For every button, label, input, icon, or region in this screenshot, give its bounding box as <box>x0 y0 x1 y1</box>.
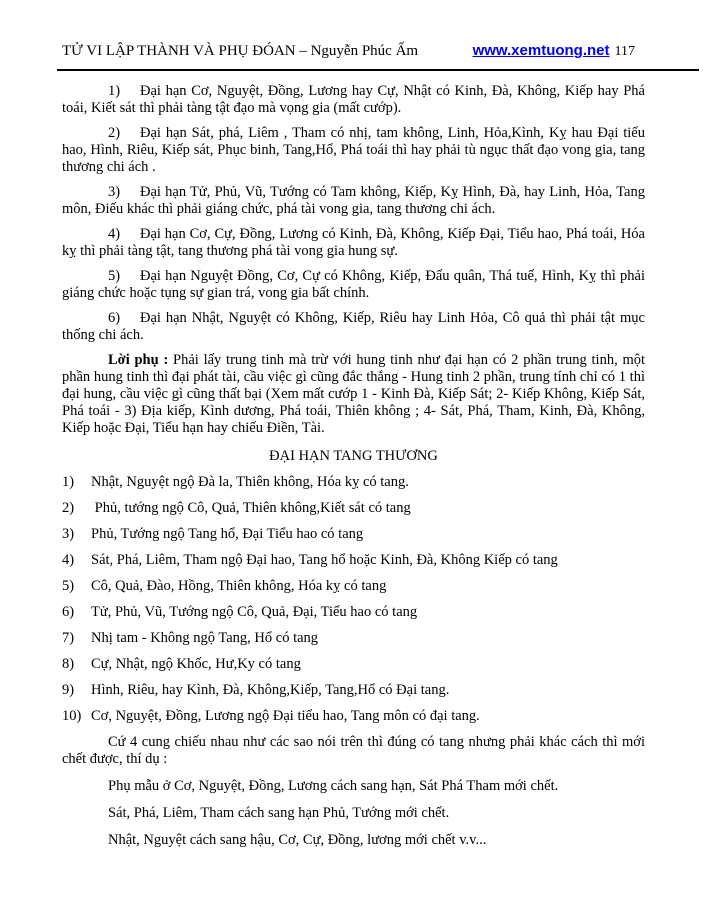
item-number: 6) <box>62 604 75 620</box>
item-number: 4) <box>108 226 121 242</box>
item-text: Đại hạn Cơ, Cự, Đồng, Lương có Kinh, Đà, Không, Kiếp Đại, Tiểu hao, Phá toái, Hóa kỵ thì phải tàng tật, tang thương phá tài vong gia hung sự. <box>62 226 645 259</box>
book-title: TỬ VI LẬP THÀNH VÀ PHỤ ĐÓAN – Nguyễn Phúc Ấm <box>62 43 419 59</box>
page-content <box>0 71 705 849</box>
item-number: 6) <box>108 310 121 326</box>
list-item <box>62 708 645 725</box>
list-item <box>62 630 645 647</box>
item-text: Hình, Riêu, hay Kình, Đà, Không,Kiếp, Tang,Hổ có Đại tang. <box>91 682 450 698</box>
item-text: Đại hạn Tử, Phủ, Vũ, Tướng có Tam không, Kiếp, Kỵ Hình, Đà, hay Linh, Hỏa, Tang môn, Điếu khác thì phải giáng chức, phá tài vong gia, tang thương chi ách. <box>62 184 645 217</box>
item-text: Phủ, tướng ngộ Cô, Quả, Thiên không,Kiết sát có tang <box>91 500 411 516</box>
item-text: Cô, Quả, Đào, Hồng, Thiên không, Hóa kỵ có tang <box>91 578 387 594</box>
list-item <box>62 682 645 699</box>
list-item <box>62 578 645 595</box>
item-number: 8) <box>62 656 75 672</box>
closing-paragraph: Sát, Phá, Liêm, Tham cách sang hạn Phủ, Tướng mới chết. <box>108 805 450 821</box>
numbered-paragraph <box>62 83 645 117</box>
item-number: 4) <box>62 552 75 568</box>
closing-paragraphs <box>62 734 645 849</box>
item-text: Nhật, Nguyệt ngộ Đà la, Thiên không, Hóa kỵ có tang. <box>91 474 409 490</box>
item-number: 2) <box>108 125 121 141</box>
item-number: 5) <box>108 268 121 284</box>
list-item <box>62 526 645 543</box>
list-item <box>62 656 645 673</box>
item-text: Phủ, Tướng ngộ Tang hổ, Đại Tiểu hao có tang <box>91 526 364 542</box>
item-number: 7) <box>62 630 75 646</box>
item-text: Sát, Phá, Liêm, Tham ngộ Đại hao, Tang hổ hoặc Kinh, Đà, Không Kiếp có tang <box>91 552 558 568</box>
item-number: 2) <box>62 500 75 516</box>
list-item <box>62 552 645 569</box>
item-number: 3) <box>108 184 121 200</box>
tang-thuong-list <box>62 474 645 725</box>
list-item <box>62 474 645 491</box>
closing-paragraph: Cứ 4 cung chiếu nhau như các sao nói trên thì đúng có tang nhưng phải khác cách thì mới chết được, thí dụ : <box>62 734 645 767</box>
item-text: Cơ, Nguyệt, Đồng, Lương ngộ Đại tiểu hao, Tang môn có đại tang. <box>91 708 480 724</box>
note-text: Phải lấy trung tinh mà trừ với hung tinh như đại hạn có 2 phần trung tinh, một phần hung tinh thì đại phát tài, cầu việc gì cũng đắc thắng - Hung tinh 2 phần, trung tính chỉ có 1 thì đại hung, cầu việc gì cũng thất bại (Xem mất cướp 1 - Kinh Đà, Kiếp Sát; 2- Kiếp Không, Kiếp Sát, Phá toái - 3) Địa kiếp, Kình dương, Phá toái, Thiên không ; 4- Sát, Phá, Tham, Kinh, Đà, Không, Kiếp hoặc Đại, Tiểu hạn hay chiếu Điền, Tài. <box>62 352 646 436</box>
item-text: Nhị tam - Không ngộ Tang, Hổ có tang <box>91 630 319 646</box>
item-number: 9) <box>62 682 75 698</box>
numbered-paragraph <box>62 310 645 344</box>
item-text: Cự, Nhật, ngộ Khốc, Hư,Ky có tang <box>91 656 301 672</box>
numbered-paragraph <box>62 268 645 302</box>
numbered-paragraph <box>62 226 645 260</box>
item-text: Đại hạn Nhật, Nguyệt có Không, Kiếp, Riêu hay Linh Hỏa, Cô quả thì phải tật mục thống chi ách. <box>62 310 645 343</box>
item-text: Đại hạn Cơ, Nguyệt, Đồng, Lương hay Cự, Nhật có Kinh, Đà, Không, Kiếp hay Phá toái, Kiết sát thì phải tàng tật đạo mà vọng gia (mất cướp). <box>62 83 645 116</box>
item-number: 5) <box>62 578 75 594</box>
item-text: Tử, Phủ, Vũ, Tướng ngộ Cô, Quả, Đại, Tiểu hao có tang <box>91 604 418 620</box>
page-header <box>0 0 705 60</box>
numbered-paragraph <box>62 125 645 176</box>
item-number: 10) <box>62 708 82 724</box>
page-number: 117 <box>614 44 635 59</box>
list-item <box>62 604 645 621</box>
list-item <box>62 500 645 517</box>
note-label: Lời phụ : <box>108 352 169 368</box>
numbered-paragraph <box>62 184 645 218</box>
website-link[interactable]: www.xemtuong.net <box>472 42 610 59</box>
dai-han-list <box>62 83 645 344</box>
item-number: 1) <box>62 474 75 490</box>
section-heading-tang-thuong: ĐẠI HẠN TANG THƯƠNG <box>269 448 438 464</box>
item-number: 1) <box>108 83 121 99</box>
closing-paragraph: Nhật, Nguyệt cách sang hậu, Cơ, Cự, Đồng, lương mới chết v.v... <box>108 832 487 848</box>
item-text: Đại hạn Nguyệt Đồng, Cơ, Cự có Không, Kiếp, Đẩu quân, Thá tuế, Hình, Kỵ thì phải giáng chức hoặc tụng sự gian trá, vong gia bất chính. <box>62 268 645 301</box>
closing-paragraph: Phụ mẫu ở Cơ, Nguyệt, Đồng, Lương cách sang hạn, Sát Phá Tham mới chết. <box>108 778 559 794</box>
item-text: Đại hạn Sát, phá, Liêm , Tham có nhị, tam không, Linh, Hỏa,Kình, Kỵ hau Đại tiểu hao, Hình, Riêu, Kiếp sát, Phục binh, Tang,Hổ, Phá toái thì hay phải tù ngục thất đạo vong gia, tang thương chi ách . <box>62 125 645 175</box>
note-paragraph <box>62 352 645 437</box>
item-number: 3) <box>62 526 75 542</box>
